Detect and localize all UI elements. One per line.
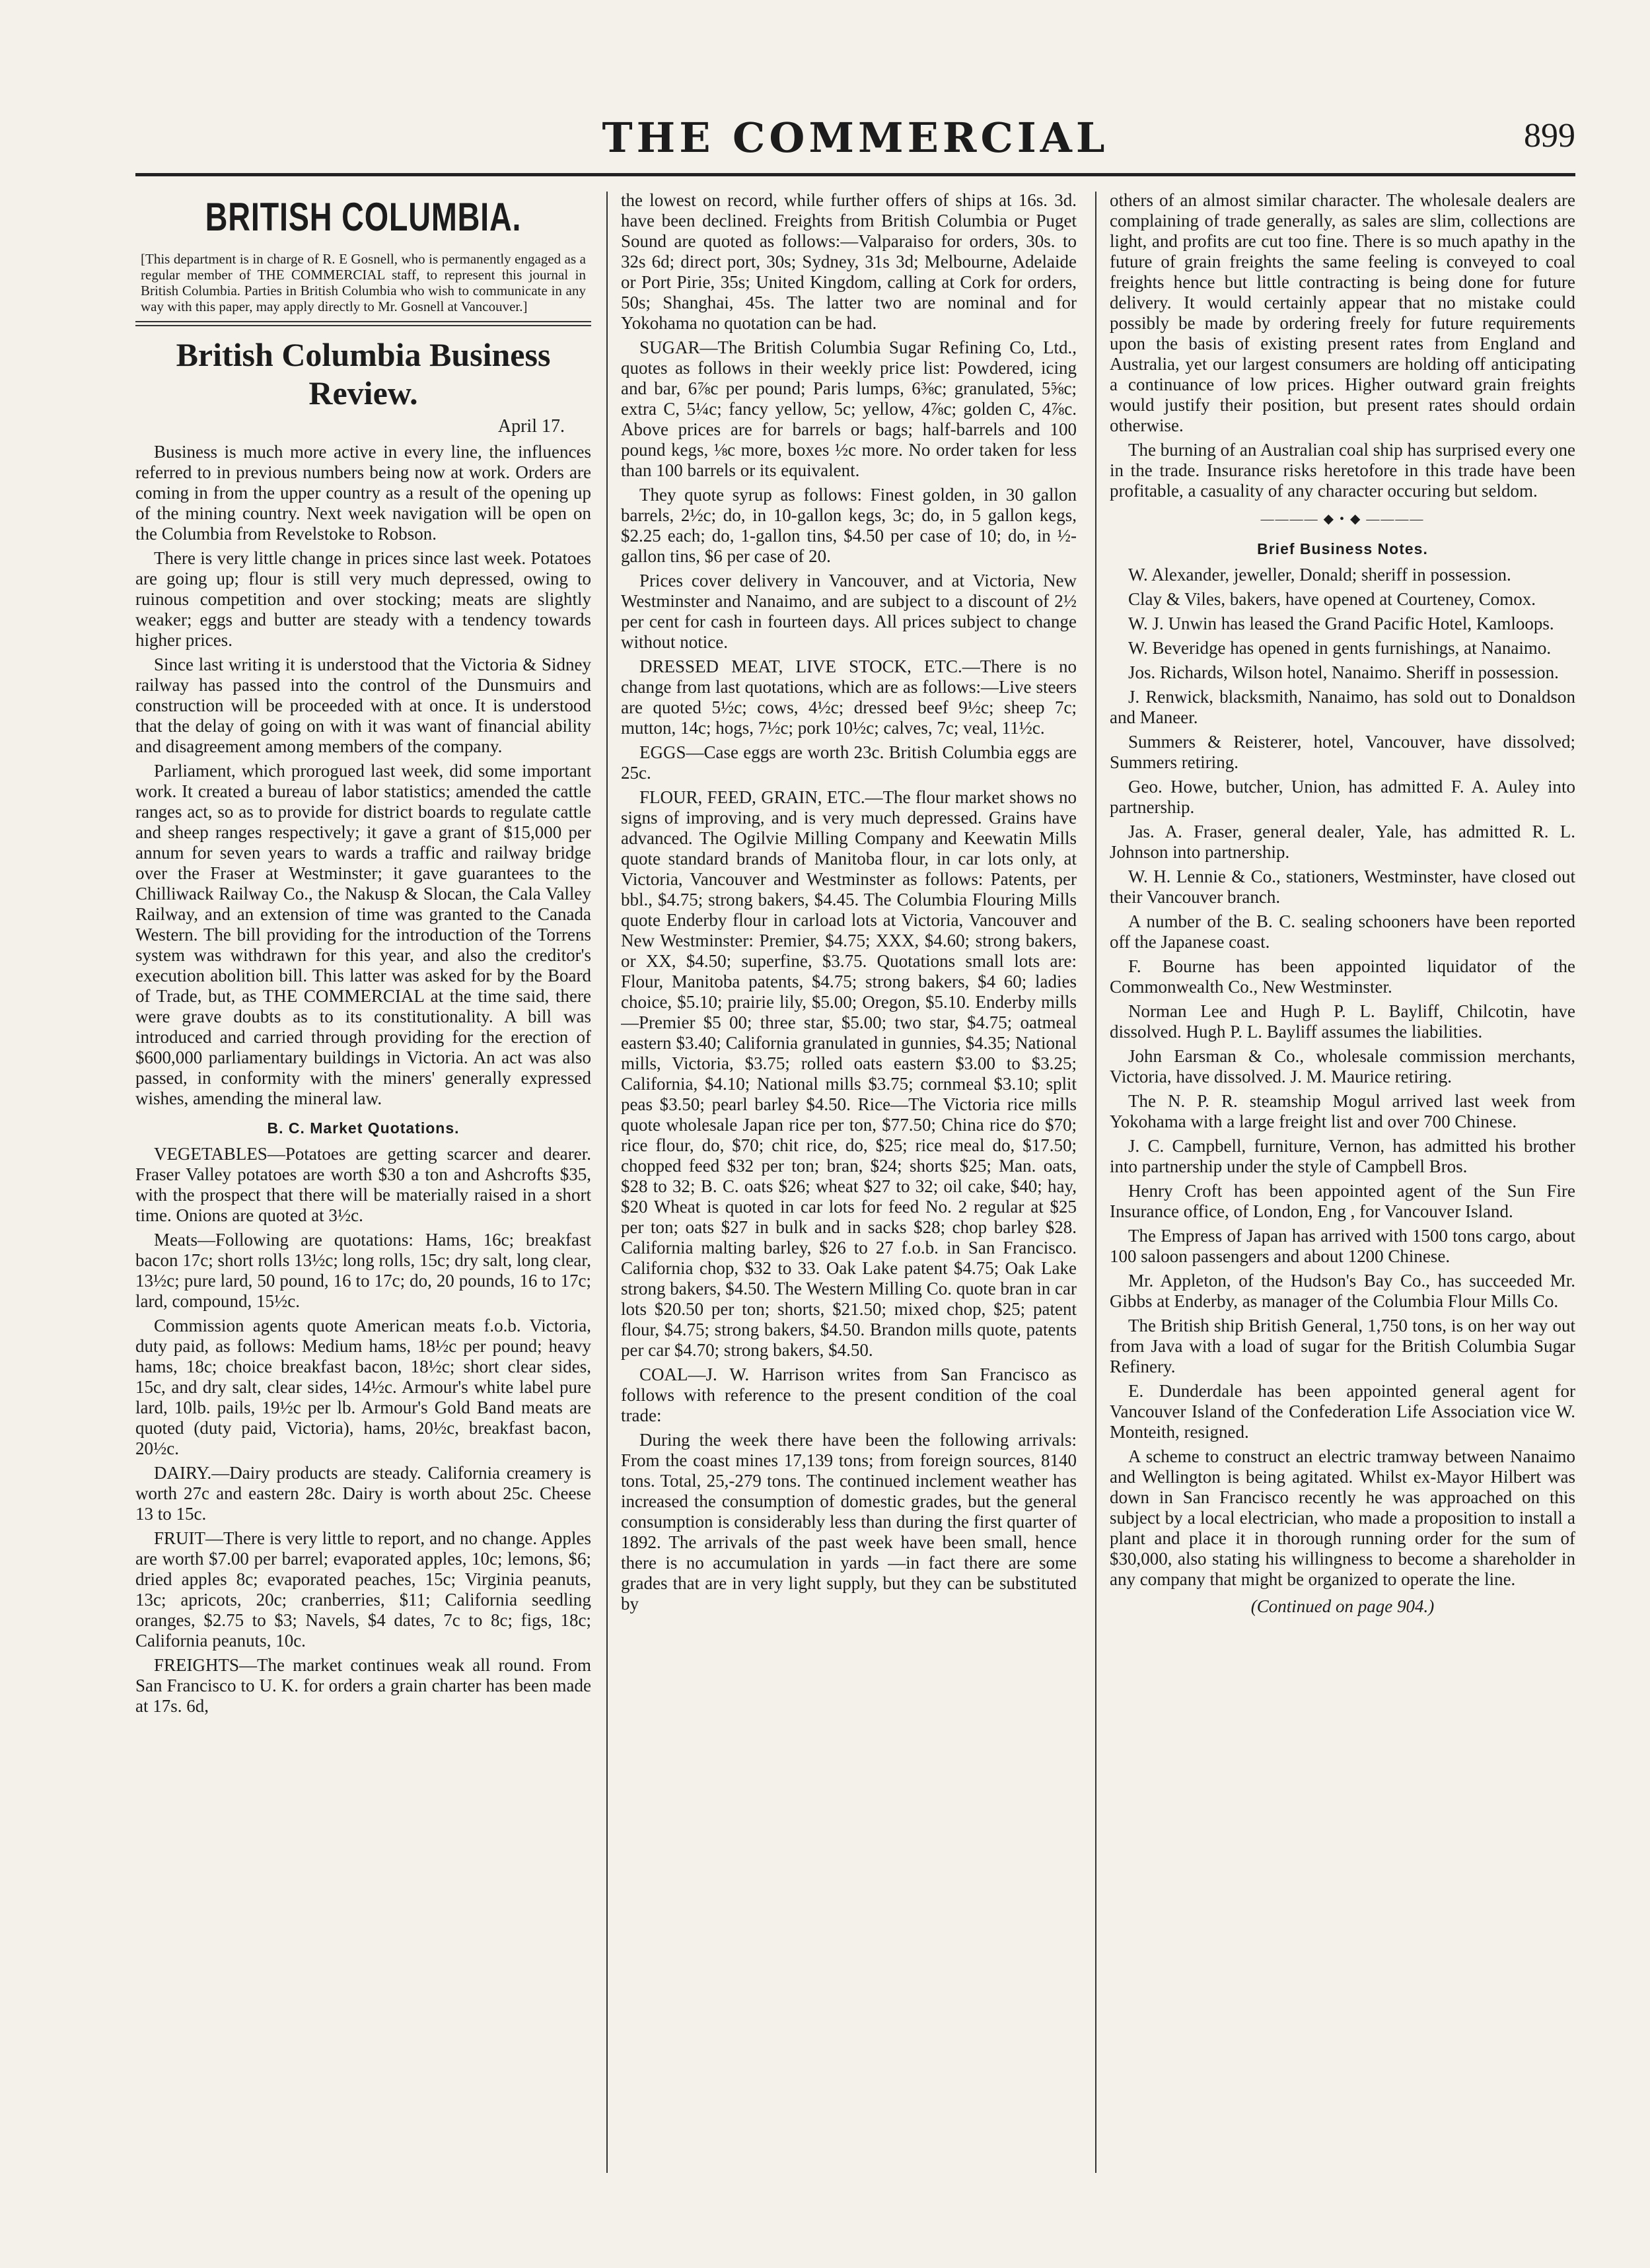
lead-word: DRESSED MEAT, LIVE STOCK, ETC. xyxy=(639,656,962,676)
paragraph-text: —The market continues weak all round. From San Francisco to U. K. for orders a grain charter has been made at 17s. 6d, xyxy=(135,1655,591,1716)
note-item: E. Dunderdale has been appointed general agent for Vancouver Island of the Confederation Life Association vice W. Monteith, resigned. xyxy=(1110,1381,1575,1442)
note-item: John Earsman & Co., wholesale commission merchants, Victoria, have dissolved. J. M. Maurice retiring. xyxy=(1110,1046,1575,1086)
lead-word: SUGAR xyxy=(639,337,700,357)
paragraph: Since last writing it is understood that the Victoria & Sidney railway has passed into the control of the Dunsmuirs and construction will be proceeded with at once. It is understood that the delay of going on with it was want of financial ability and disagreement among members of the company. xyxy=(135,655,591,756)
paragraph: Parliament, which prorogued last week, did some important work. It created a bureau of labor statistics; amended the cattle ranges act, so as to provide for district boards to regulate cattle and sheep ranges respectively; it gave a grant of $15,000 per annum for seven years to wards a traffic and railway bridge over the Fraser at Westminster; it gave guarantees to the Chilliwack Railway Co., the Nakusp & Slocan, the Cala Valley Railway, and an extension of time was granted to the Canada Western. The bill providing for the introduction of the Torrens system was withdrawn for this year, and also the creditor's execution abolition bill. This latter was asked for by the Board of Trade, but, as THE COMMERCIAL at the time said, there were grave doubts as to its constitutionality. A bill was introduced and carried through providing for the erection of $600,000 parliamentary buildings in Victoria. An act was also passed, in conformity with the miners' generally expressed wishes, amending the mineral law. xyxy=(135,761,591,1108)
note-item: The British ship British General, 1,750 tons, is on her way out from Java with a load of sugar for the British Columbia Sugar Refinery. xyxy=(1110,1316,1575,1376)
note-item: Geo. Howe, butcher, Union, has admitted F. A. Auley into partnership. xyxy=(1110,777,1575,817)
lead-word: VEGETABLES xyxy=(154,1144,268,1164)
note-item: Norman Lee and Hugh P. L. Bayliff, Chilcotin, have dissolved. Hugh P. L. Bayliff assumes the liabilities. xyxy=(1110,1001,1575,1042)
lead-word: COAL xyxy=(639,1364,688,1384)
review-title: British Columbia Business Review. xyxy=(176,336,551,411)
paragraph-text: —Case eggs are worth 23c. British Columbia eggs are 25c. xyxy=(621,742,1077,783)
note-item: W. Beveridge has opened in gents furnishings, at Nanaimo. xyxy=(1128,638,1552,658)
brief-notes-heading: Brief Business Notes. xyxy=(1257,540,1428,557)
column-divider xyxy=(606,192,608,2173)
paragraph: They quote syrup as follows: Finest golden, in 30 gallon barrels, 2½c; do, in 10-gallon kegs, 3c; do, in 5 gallon kegs, $2.25 each; do, 1-gallon tins, $4.50 per case of 10; do, in ½-gallon tins, $6 per case of 20. xyxy=(621,485,1077,566)
note-item: The Empress of Japan has arrived with 1500 tons cargo, about 100 saloon passengers and about 1200 Chinese. xyxy=(1110,1226,1575,1266)
note-item: W. H. Lennie & Co., stationers, Westminster, have closed out their Vancouver branch. xyxy=(1110,867,1575,907)
paragraph-coal xyxy=(621,1364,1077,1426)
note-item: J. C. Campbell, furniture, Vernon, has admitted his brother into partnership under the style of Campbell Bros. xyxy=(1110,1136,1575,1176)
paragraph: Business is much more active in every line, the influences referred to in previous numbers being now at work. Orders are coming in from the upper country as a result of the opening up of the mining country. Next week navigation will be open on the Columbia from Revelstoke to Robson. xyxy=(135,442,591,544)
paragraph-vegetables xyxy=(135,1144,591,1226)
note-item: F. Bourne has been appointed liquidator of the Commonwealth Co., New Westminster. xyxy=(1110,956,1575,997)
paragraph: Prices cover delivery in Vancouver, and at Victoria, New Westminster and Nanaimo, and are subject to a discount of 2½ per cent for cash in fourteen days. All prices subject to change without notice. xyxy=(621,571,1077,652)
section-title: BRITISH COLUMBIA. xyxy=(205,195,522,239)
paragraph: others of an almost similar character. The wholesale dealers are complaining of trade generally, as sales are slim, collections are light, and profits are cut too fine. There is so much apathy in the future of grain freights the same feeling is conveyed to coal freights hence but little contracting is being done for future delivery. It would certainly appear that no mistake could possibly be made by ordering freely for future requirements upon the basis of existing present rates from England and Australia, yet our largest consumers are holding off anticipating a continuance of low prices. Higher outward grain freights would justify their position, but present rates should ordain otherwise. xyxy=(1110,190,1575,435)
paragraph-freights xyxy=(135,1655,591,1717)
masthead-title: THE COMMERCIAL xyxy=(602,114,1109,162)
paragraph: During the week there have been the following arrivals: From the coast mines 17,139 tons; from foreign sources, 8140 tons. Total, 25,-279 tons. The continued inclement weather has increased the consumption of domestic grades, but the general consumption is considerably less than during the first quarter of 1892. The arrivals of the past week have been small, hence there is no accumulation in yards —in fact there are some grades that are in very light supply, but they can be substituted by xyxy=(621,1430,1077,1613)
paragraph-text: —Potatoes are getting scarcer and dearer. Fraser Valley potatoes are worth $30 a ton and Ashcrofts $35, with the prospect that there will be materially raised in a short time. Onions are quoted at 3½c. xyxy=(135,1144,591,1225)
lead-word: FRUIT xyxy=(154,1528,206,1548)
page-number: 899 xyxy=(1524,117,1575,155)
paragraph: There is very little change in prices since last week. Potatoes are going up; flour is still very much depressed, owing to ruinous competition and over stocking; meats are slightly weaker; eggs and butter are steady with a tendency towards higher prices. xyxy=(135,548,591,650)
note-item: Jos. Richards, Wilson hotel, Nanaimo. Sheriff in possession. xyxy=(1128,662,1559,682)
paragraph-flour xyxy=(621,787,1077,1361)
masthead-rule xyxy=(135,173,1575,176)
note-item: Henry Croft has been appointed agent of the Sun Fire Insurance office, of London, Eng , for Vancouver Island. xyxy=(1110,1181,1575,1221)
paragraph-sugar xyxy=(621,337,1077,481)
note-item: Clay & Viles, bakers, have opened at Courteney, Comox. xyxy=(1128,589,1536,609)
note-item: W. J. Unwin has leased the Grand Pacific Hotel, Kamloops. xyxy=(1128,614,1554,633)
column-2 xyxy=(621,190,1077,2205)
lead-word: FREIGHTS xyxy=(154,1655,240,1675)
note-item: A scheme to construct an electric tramway between Nanaimo and Wellington is being agitated. Whilst ex-Mayor Hilbert was down in San Francisco recently he was approached on this subject by a local electrician, who made a proposition to install a plant and place it in thorough running order for the sum of $30,000, also stating his willingness to become a shareholder in any company that might be organized to operate the line. xyxy=(1110,1446,1575,1589)
paragraph-text: —J. W. Harrison writes from San Francisco as follows with reference to the present condition of the coal trade: xyxy=(621,1364,1077,1425)
market-quotations-heading: B. C. Market Quotations. xyxy=(267,1119,460,1137)
divider xyxy=(135,321,591,326)
paragraph: The burning of an Australian coal ship has surprised every one in the trade. Insurance risks heretofore in this trade have been profitable, a casuality of any character occuring but seldom. xyxy=(1110,440,1575,501)
paragraph-meat xyxy=(621,656,1077,738)
paragraph-fruit xyxy=(135,1528,591,1651)
column-3 xyxy=(1110,190,1575,2205)
note-item: A number of the B. C. sealing schooners have been reported off the Japanese coast. xyxy=(1110,911,1575,952)
paragraph-eggs xyxy=(621,742,1077,783)
paragraph-text: —There is no change from last quotations, which are as follows:—Live steers are quoted 5½c; cows, 4½c; dressed beef 9½c; sheep 7c; mutton, 14c; hogs, 7½c; pork 10½c; calves, 7c; veal, 11½c. xyxy=(621,656,1077,738)
column-divider xyxy=(1095,192,1096,2173)
paragraph-dairy xyxy=(135,1463,591,1524)
note-item: J. Renwick, blacksmith, Nanaimo, has sold out to Donaldson and Maneer. xyxy=(1110,687,1575,727)
note-item: The N. P. R. steamship Mogul arrived last week from Yokohama with a large freight list and over 700 Chinese. xyxy=(1110,1091,1575,1131)
column-1 xyxy=(135,190,591,2205)
department-note: [This department is in charge of R. E Gosnell, who is permanently engaged as a regular member of THE COMMERCIAL staff, to represent this journal in British Columbia. Parties in British Columbia who wish to communicate in any way with this paper, may apply directly to Mr. Gosnell at Vancouver.] xyxy=(141,251,586,314)
continued-notice: (Continued on page 904.) xyxy=(1250,1596,1435,1616)
paragraph: Meats—Following are quotations: Hams, 16c; breakfast bacon 17c; short rolls 13½c; long rolls, 15c; dry salt, long clear, 13½c; pure lard, 50 pound, 16 to 17c; do, 20 pounds, 16 to 17c; lard, compound, 15½c. xyxy=(135,1230,591,1311)
paragraph-text: —The flour market shows no signs of improving, and is very much depressed. Grains have advanced. The Ogilvie Milling Company and Keewatin Mills quote standard brands of Manitoba flour, in car lots only, at Victoria, Vancouver and Westminster as follows: Patents, per bbl., $4.75; strong bakers, $4.45. The Columbia Flouring Mills quote Enderby flour in carload lots at Victoria, Vancouver and New Westminster: Premier, $4.75; XXX, $4.60; strong bakers, or XX, $4.50; superfine, $3.75. Quotations small lots are: Flour, Manitoba patents, $4.75; strong bakers, $4 60; ladies choice, $5.10; prairie lily, $5.00; Oregon, $5.10. Enderby mills—Premier $5 00; three star, $5.00; two star, $4.75; oatmeal eastern $3.40; California granulated in gunnies, $4.35; National mills, Victoria, $3.75; rolled oats eastern $3.00 to $3.25; California, $4.10; National mills $3.75; cornmeal $3.10; split peas $3.50; pearl barley $4.50. Rice—The Victoria rice mills quote wholesale Japan rice per ton, $77.50; China rice do $70; rice flour, do, $70; chit rice, do, $25; rice meal do, $17.50; chopped feed $32 per ton; bran, $24; shorts $25; Man. oats, $28 to 32; B. C. oats $26; wheat $27 to 32; oil cake, $40; hay, $20 Wheat is quoted in car lots for feed No. 2 regular at $25 per ton; oats $27 in bulk and in sacks $28; chop barley $28. California malting barley, $26 to 27 f.o.b. in San Francisco. California chop, $32 to 33. Oak Lake patent $4.75; Oak Lake strong bakers, $4.50. The Western Milling Co. quote bran in car lots $20.50 per ton; shorts, $21.50; mixed chop, $25; patent flour, $4.75; strong bakers, $4.50. Brandon mills quote, patents per car $4.70; strong bakers, $4.50. xyxy=(621,787,1077,1360)
ornament-divider: ———— ◆ • ◆ ———— xyxy=(1260,512,1425,526)
paragraph: Commission agents quote American meats f.o.b. Victoria, duty paid, as follows: Medium hams, 18½c per pound; heavy hams, 18c; choice breakfast bacon, 18½c; short clear sides, 15c, and dry salt, clear sides, 14½c. Armour's white label pure lard, 10lb. pails, 19½c per lb. Armour's Gold Band meats are quoted (duty paid, Victoria), hams, 20½c, breakfast bacon, 20½c. xyxy=(135,1316,591,1458)
note-item: Mr. Appleton, of the Hudson's Bay Co., has succeeded Mr. Gibbs at Enderby, as manager of the Columbia Flour Mills Co. xyxy=(1110,1271,1575,1311)
paragraph-text: —Dairy products are steady. California creamery is worth 27c and eastern 28c. Dairy is worth about 25c. Cheese 13 to 15c. xyxy=(135,1463,591,1524)
note-item: Summers & Reisterer, hotel, Vancouver, have dissolved; Summers retiring. xyxy=(1110,732,1575,772)
paragraph: the lowest on record, while further offers of ships at 16s. 3d. have been declined. Freights from British Columbia or Puget Sound are quoted as follows:—Valparaiso for orders, 30s. to 32s 6d; direct port, 30s; Sydney, 31s 3d; Melbourne, Adelaide or Port Pirie, 35s; United Kingdom, calling at Cork for orders, 50s; Shanghai, 45s. The latter two are nominal and for Yokohama no quotation can be had. xyxy=(621,190,1077,333)
paragraph-text: —The British Columbia Sugar Refining Co, Ltd., quotes as follows in their weekly price list: Powdered, icing and bar, 6⅞c per pound; Paris lumps, 6⅜c; granulated, 5⅝c; extra C, 5¼c; fancy yellow, 5c; yellow, 4⅞c; golden C, 4⅞c. Above prices are for barrels or bags; half-barrels and 100 pound kegs, ⅛c more, boxes ½c more. No order taken for less than 100 barrels or its equivalent. xyxy=(621,337,1077,480)
masthead xyxy=(135,114,1575,166)
paragraph-text: —There is very little to report, and no change. Apples are worth $7.00 per barrel; evaporated apples, 10c; lemons, $6; dried apples 8c; evaporated peaches, 15c; Virginia peanuts, 13c; apricots, 20c; cranberries, $11; California seedling oranges, $2.75 to $3; Navels, $4 dates, 7c to 8c; figs, 18c; California peanuts, 10c. xyxy=(135,1528,591,1650)
note-item: Jas. A. Fraser, general dealer, Yale, has admitted R. L. Johnson into partnership. xyxy=(1110,822,1575,862)
lead-word: EGGS xyxy=(639,742,686,762)
lead-word: FLOUR, FEED, GRAIN, ETC. xyxy=(639,787,865,807)
note-item: W. Alexander, jeweller, Donald; sheriff in possession. xyxy=(1128,565,1511,585)
dateline: April 17. xyxy=(497,416,565,437)
lead-word: DAIRY. xyxy=(154,1463,212,1483)
